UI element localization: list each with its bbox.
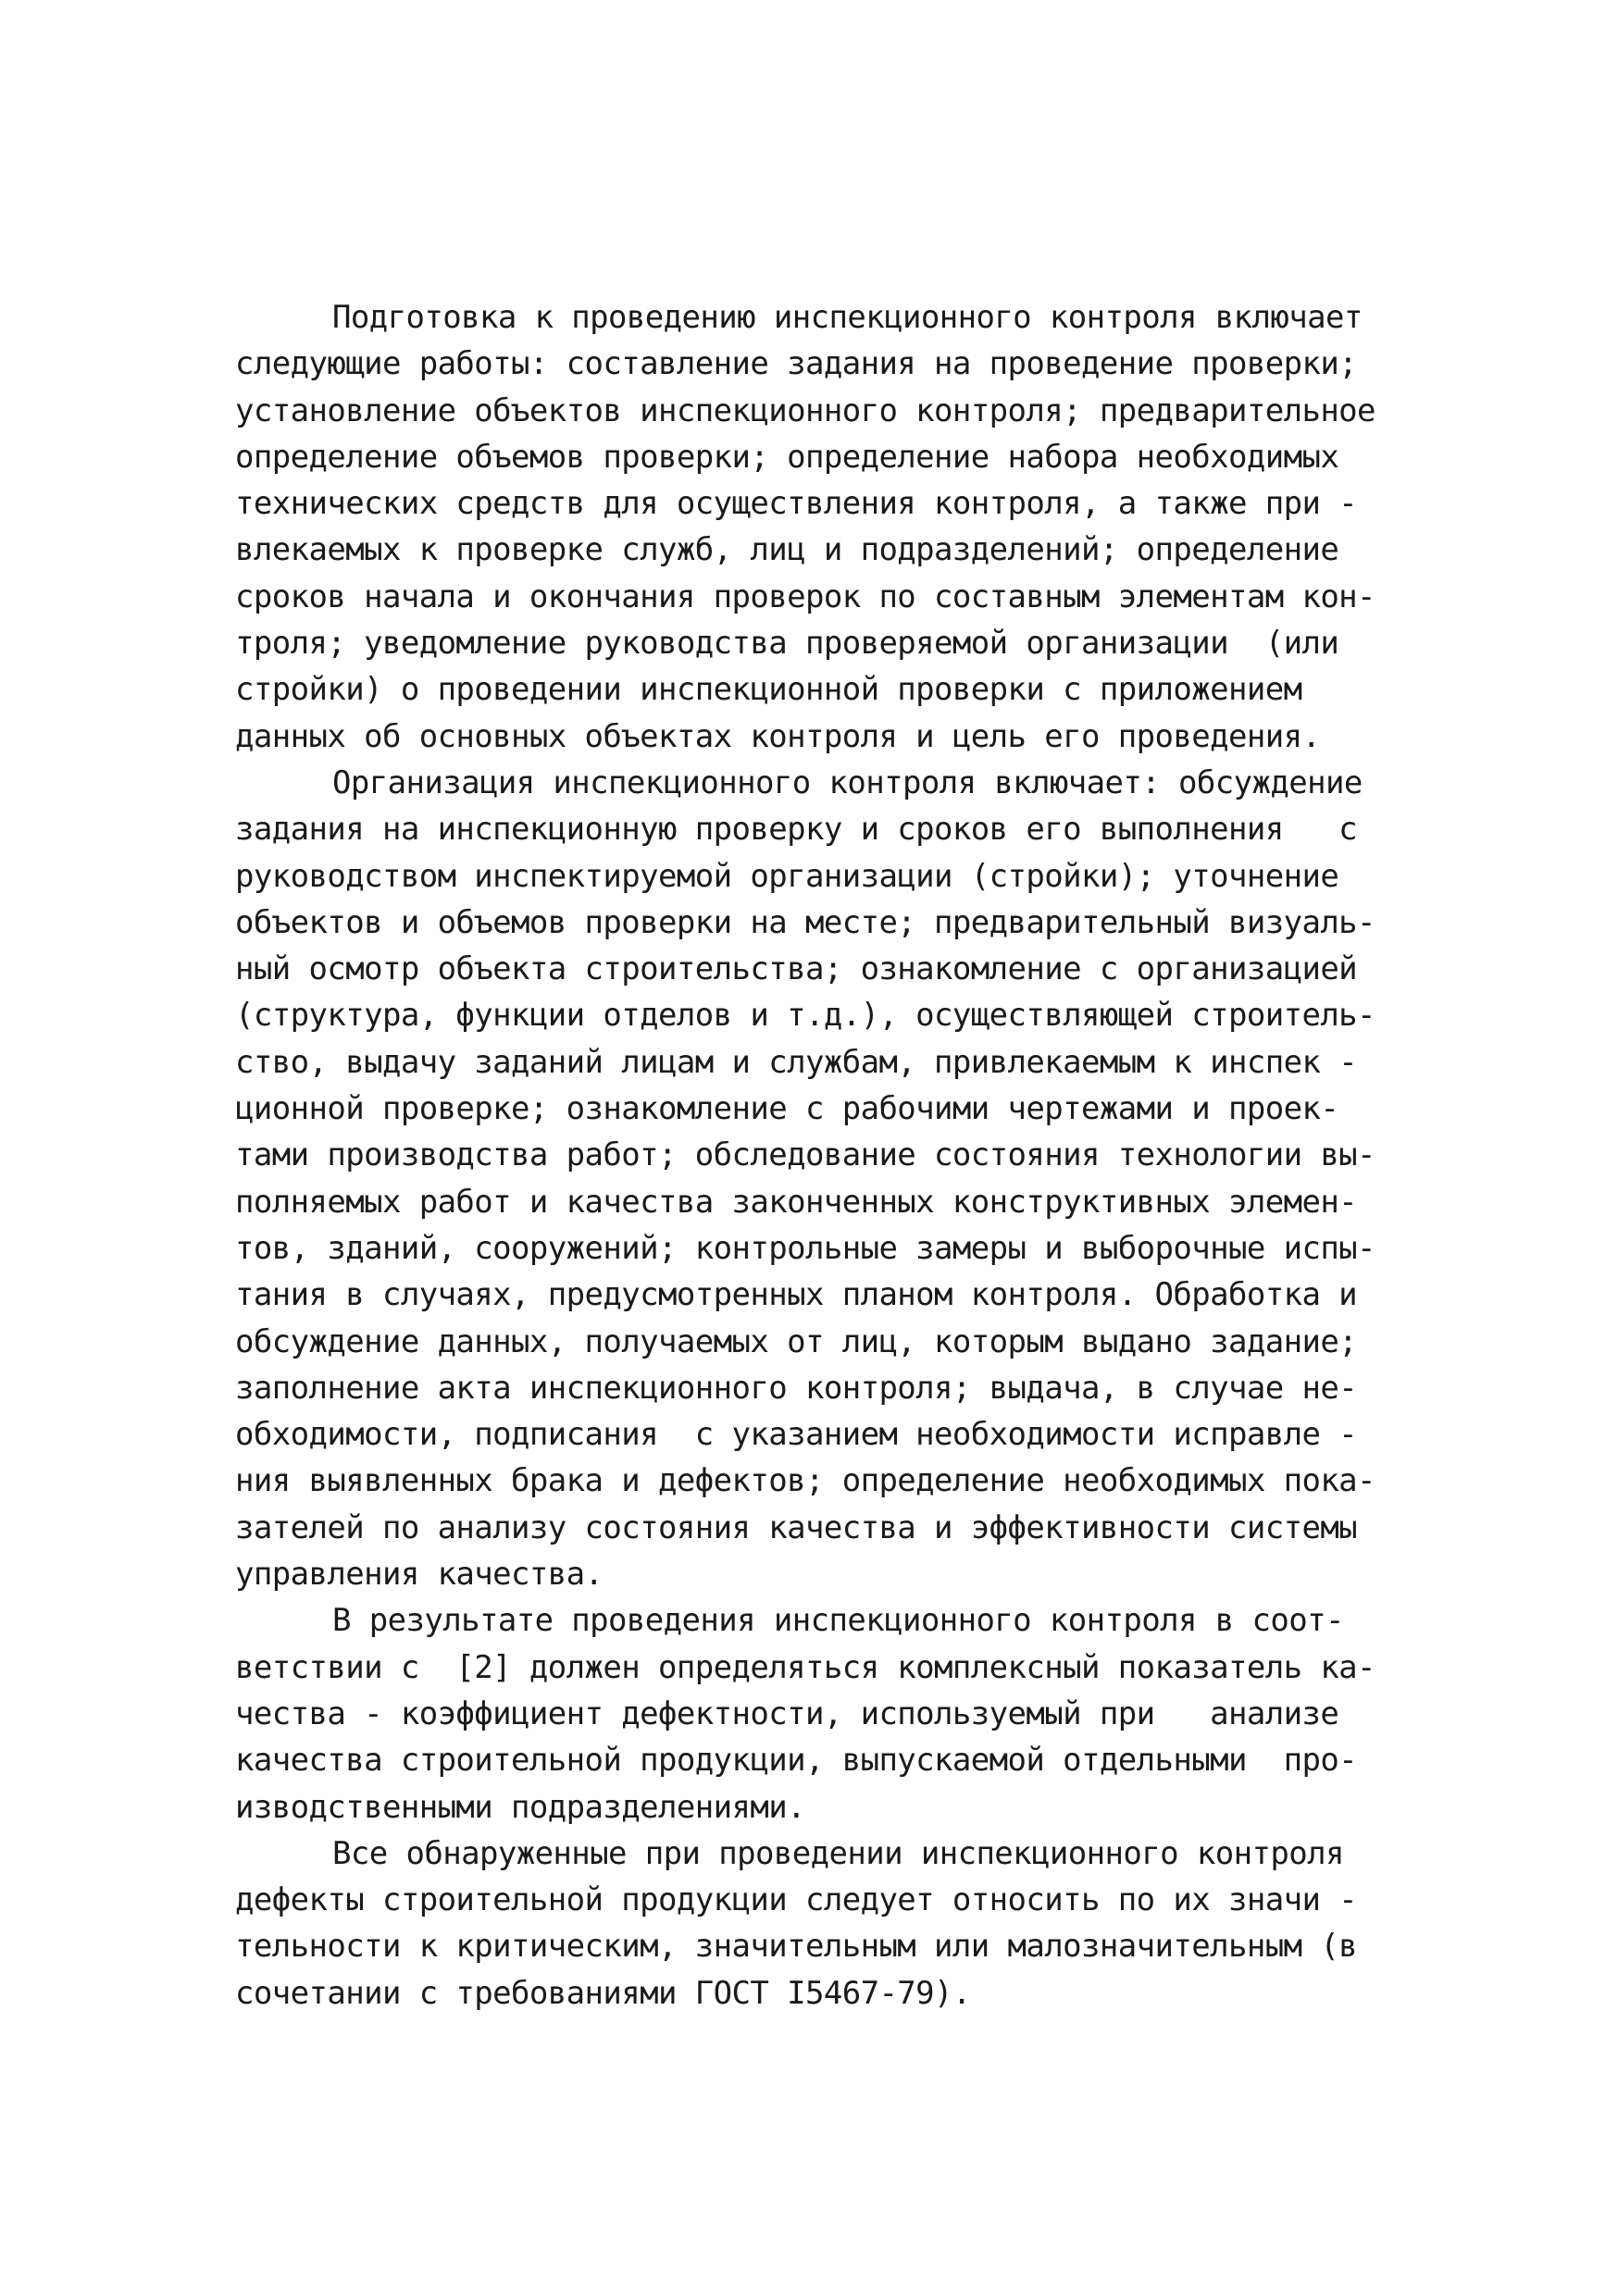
text-line: сочетании с требованиями ГОСТ I5467-79). <box>235 1974 971 2012</box>
text-line: данных об основных объектах контроля и цель его проведения. <box>235 717 1321 755</box>
text-line: изводственными подразделениями. <box>235 1788 805 1826</box>
text-line: ство, выдачу заданий лицам и службам, привлекаемым к инспек - <box>235 1043 1358 1081</box>
text-line: (структура, функции отделов и т.д.), осуществляющей строитель- <box>235 997 1375 1035</box>
text-line: объектов и объемов проверки на месте; предварительный визуаль- <box>235 903 1375 941</box>
text-line: Все обнаруженные при проведении инспекционного контроля <box>332 1834 1344 1872</box>
text-line: тов, зданий, сооружений; контрольные замеры и выборочные испы- <box>235 1229 1375 1267</box>
text-line: тания в случаях, предусмотренных планом контроля. Обработка и <box>235 1276 1358 1314</box>
paragraph-4 <box>235 1831 1392 2017</box>
text-line: определение объемов проверки; определение набора необходимых <box>235 438 1339 476</box>
text-line: ный осмотр объекта строительства; ознакомление с организацией <box>235 950 1358 988</box>
text-line: влекаемых к проверке служб, лиц и подразделений; определение <box>235 531 1339 569</box>
text-line: ционной проверке; ознакомление с рабочими чертежами и проек- <box>235 1090 1339 1128</box>
text-line: качества строительной продукции, выпускаемой отдельными про- <box>235 1742 1358 1780</box>
text-line: полняемых работ и качества законченных конструктивных элемен- <box>235 1183 1358 1221</box>
text-line: управления качества. <box>235 1556 604 1594</box>
text-line: В результате проведения инспекционного контроля в соот- <box>332 1602 1344 1640</box>
text-line: технических средств для осуществления контроля, а также при - <box>235 485 1358 523</box>
paragraph-2 <box>235 760 1392 1597</box>
text-line: тами производства работ; обследование состояния технологии вы- <box>235 1136 1375 1174</box>
text-line: Организация инспекционного контроля включает: обсуждение <box>332 763 1363 801</box>
text-line: дефекты строительной продукции следует относить по их значи - <box>235 1881 1358 1919</box>
text-line: заполнение акта инспекционного контроля; выдача, в случае не- <box>235 1369 1358 1407</box>
text-line: следующие работы: составление задания на проведение проверки; <box>235 345 1358 383</box>
text-line: сроков начала и окончания проверок по составным элементам кон- <box>235 577 1375 615</box>
text-line: установление объектов инспекционного контроля; предварительное <box>235 391 1375 429</box>
text-line: руководством инспектируемой организации (стройки); уточнение <box>235 857 1339 895</box>
text-line: стройки) о проведении инспекционной проверки с приложением <box>235 671 1302 709</box>
text-line: троля; уведомление руководства проверяемой организации (или <box>235 625 1339 663</box>
text-line: тельности к критическим, значительным или малозначительным (в <box>235 1928 1358 1966</box>
text-line: задания на инспекционную проверку и сроков его выполнения с <box>235 811 1358 849</box>
text-line: зателей по анализу состояния качества и эффективности системы <box>235 1508 1358 1546</box>
text-line: чества - коэффициент дефектности, используемый при анализе <box>235 1694 1339 1732</box>
text-line: ветствии с [2] должен определяться комплексный показатель ка- <box>235 1648 1375 1686</box>
text-line: обходимости, подписания с указанием необходимости исправле - <box>235 1416 1358 1454</box>
body-text <box>235 294 1392 2017</box>
paragraph-3 <box>235 1597 1392 1830</box>
text-line: обсуждение данных, получаемых от лиц, которым выдано задание; <box>235 1322 1358 1360</box>
paragraph-1 <box>235 294 1392 760</box>
text-line: ния выявленных брака и дефектов; определение необходимых пока- <box>235 1462 1375 1500</box>
text-line: Подготовка к проведению инспекционного контроля включает <box>332 299 1363 336</box>
